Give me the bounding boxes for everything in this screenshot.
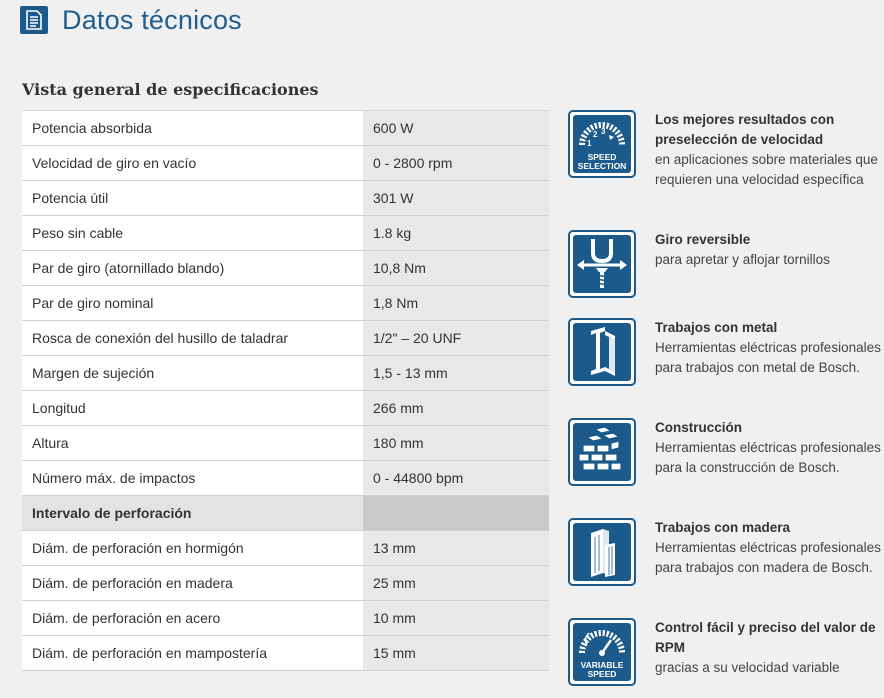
feature-metal [568, 318, 884, 386]
feature-wood [568, 518, 884, 586]
feature-description: en aplicaciones sobre materiales que requieren una velocidad específica [655, 152, 878, 187]
feature-speed-selection [568, 110, 884, 190]
table-row [22, 461, 549, 496]
spec-value: 10,8 Nm [363, 251, 549, 285]
spec-label: Diám. de perforación en mampostería [22, 636, 363, 670]
table-row [22, 251, 549, 286]
spec-value: 1/2" – 20 UNF [363, 321, 549, 355]
group-value-cell [363, 496, 549, 530]
table-row [22, 391, 549, 426]
group-label: Intervalo de perforación [22, 496, 363, 530]
feature-construction [568, 418, 884, 486]
speed-badge-line1: SPEED [587, 152, 617, 162]
table-row [22, 181, 549, 216]
document-icon [20, 6, 48, 34]
spec-value: 266 mm [363, 391, 549, 425]
variable-badge-line2: SPEED [587, 669, 617, 679]
spec-value: 10 mm [363, 601, 549, 635]
spec-value: 0 - 44800 bpm [363, 461, 549, 495]
svg-text:1: 1 [587, 139, 592, 148]
spec-label: Altura [22, 426, 363, 460]
section-title: Vista general de especificaciones [22, 80, 319, 99]
brick-wall-icon [568, 418, 636, 486]
spec-label: Margen de sujeción [22, 356, 363, 390]
spec-value: 301 W [363, 181, 549, 215]
feature-reversible [568, 230, 884, 298]
spec-value: 1.8 kg [363, 216, 549, 250]
feature-description: Herramientas eléctricas profesionales para trabajos con madera de Bosch. [655, 540, 881, 575]
spec-label: Longitud [22, 391, 363, 425]
table-row [22, 531, 549, 566]
variable-badge-line1: VARIABLE [580, 660, 624, 670]
feature-variable-speed [568, 618, 884, 686]
feature-title: Trabajos con madera [655, 520, 791, 535]
table-row [22, 146, 549, 181]
variable-speed-icon [568, 618, 636, 686]
specifications-table [22, 110, 549, 671]
spec-label: Diám. de perforación en hormigón [22, 531, 363, 565]
table-row [22, 566, 549, 601]
spec-label: Velocidad de giro en vacío [22, 146, 363, 180]
feature-title: Trabajos con metal [655, 320, 778, 335]
spec-label: Par de giro (atornillado blando) [22, 251, 363, 285]
feature-description: Herramientas eléctricas profesionales para la construcción de Bosch. [655, 440, 881, 475]
spec-value: 13 mm [363, 531, 549, 565]
spec-label: Potencia útil [22, 181, 363, 215]
spec-label: Rosca de conexión del husillo de taladrar [22, 321, 363, 355]
feature-description: gracias a su velocidad variable [655, 660, 840, 675]
feature-title: Los mejores resultados con preselección de velocidad [655, 112, 835, 147]
table-row [22, 426, 549, 461]
table-row [22, 356, 549, 391]
table-row [22, 216, 549, 251]
table-row [22, 111, 549, 146]
feature-description: Herramientas eléctricas profesionales para trabajos con metal de Bosch. [655, 340, 881, 375]
spec-label: Diám. de perforación en acero [22, 601, 363, 635]
spec-value: 180 mm [363, 426, 549, 460]
table-group-header [22, 496, 549, 531]
table-row [22, 601, 549, 636]
spec-value: 0 - 2800 rpm [363, 146, 549, 180]
reversible-rotation-icon [568, 230, 636, 298]
metal-beam-icon [568, 318, 636, 386]
spec-value: 600 W [363, 111, 549, 145]
spec-value: 1,5 - 13 mm [363, 356, 549, 390]
spec-label: Peso sin cable [22, 216, 363, 250]
wood-planks-icon [568, 518, 636, 586]
svg-text:2: 2 [593, 130, 598, 139]
speed-selection-icon [568, 110, 636, 178]
spec-value: 15 mm [363, 636, 549, 670]
table-row [22, 636, 549, 671]
spec-label: Par de giro nominal [22, 286, 363, 320]
feature-title: Giro reversible [655, 232, 751, 247]
feature-title: Control fácil y preciso del valor de RPM [655, 620, 876, 655]
svg-text:3: 3 [601, 127, 606, 136]
spec-label: Diám. de perforación en madera [22, 566, 363, 600]
speed-badge-line2: SELECTION [577, 161, 627, 171]
spec-label: Potencia absorbida [22, 111, 363, 145]
feature-title: Construcción [655, 420, 743, 435]
page-title: Datos técnicos [62, 4, 242, 35]
table-row [22, 286, 549, 321]
spec-label: Número máx. de impactos [22, 461, 363, 495]
feature-description: para apretar y aflojar tornillos [655, 252, 830, 267]
table-row [22, 321, 549, 356]
spec-value: 25 mm [363, 566, 549, 600]
page-header [20, 2, 242, 38]
spec-value: 1,8 Nm [363, 286, 549, 320]
